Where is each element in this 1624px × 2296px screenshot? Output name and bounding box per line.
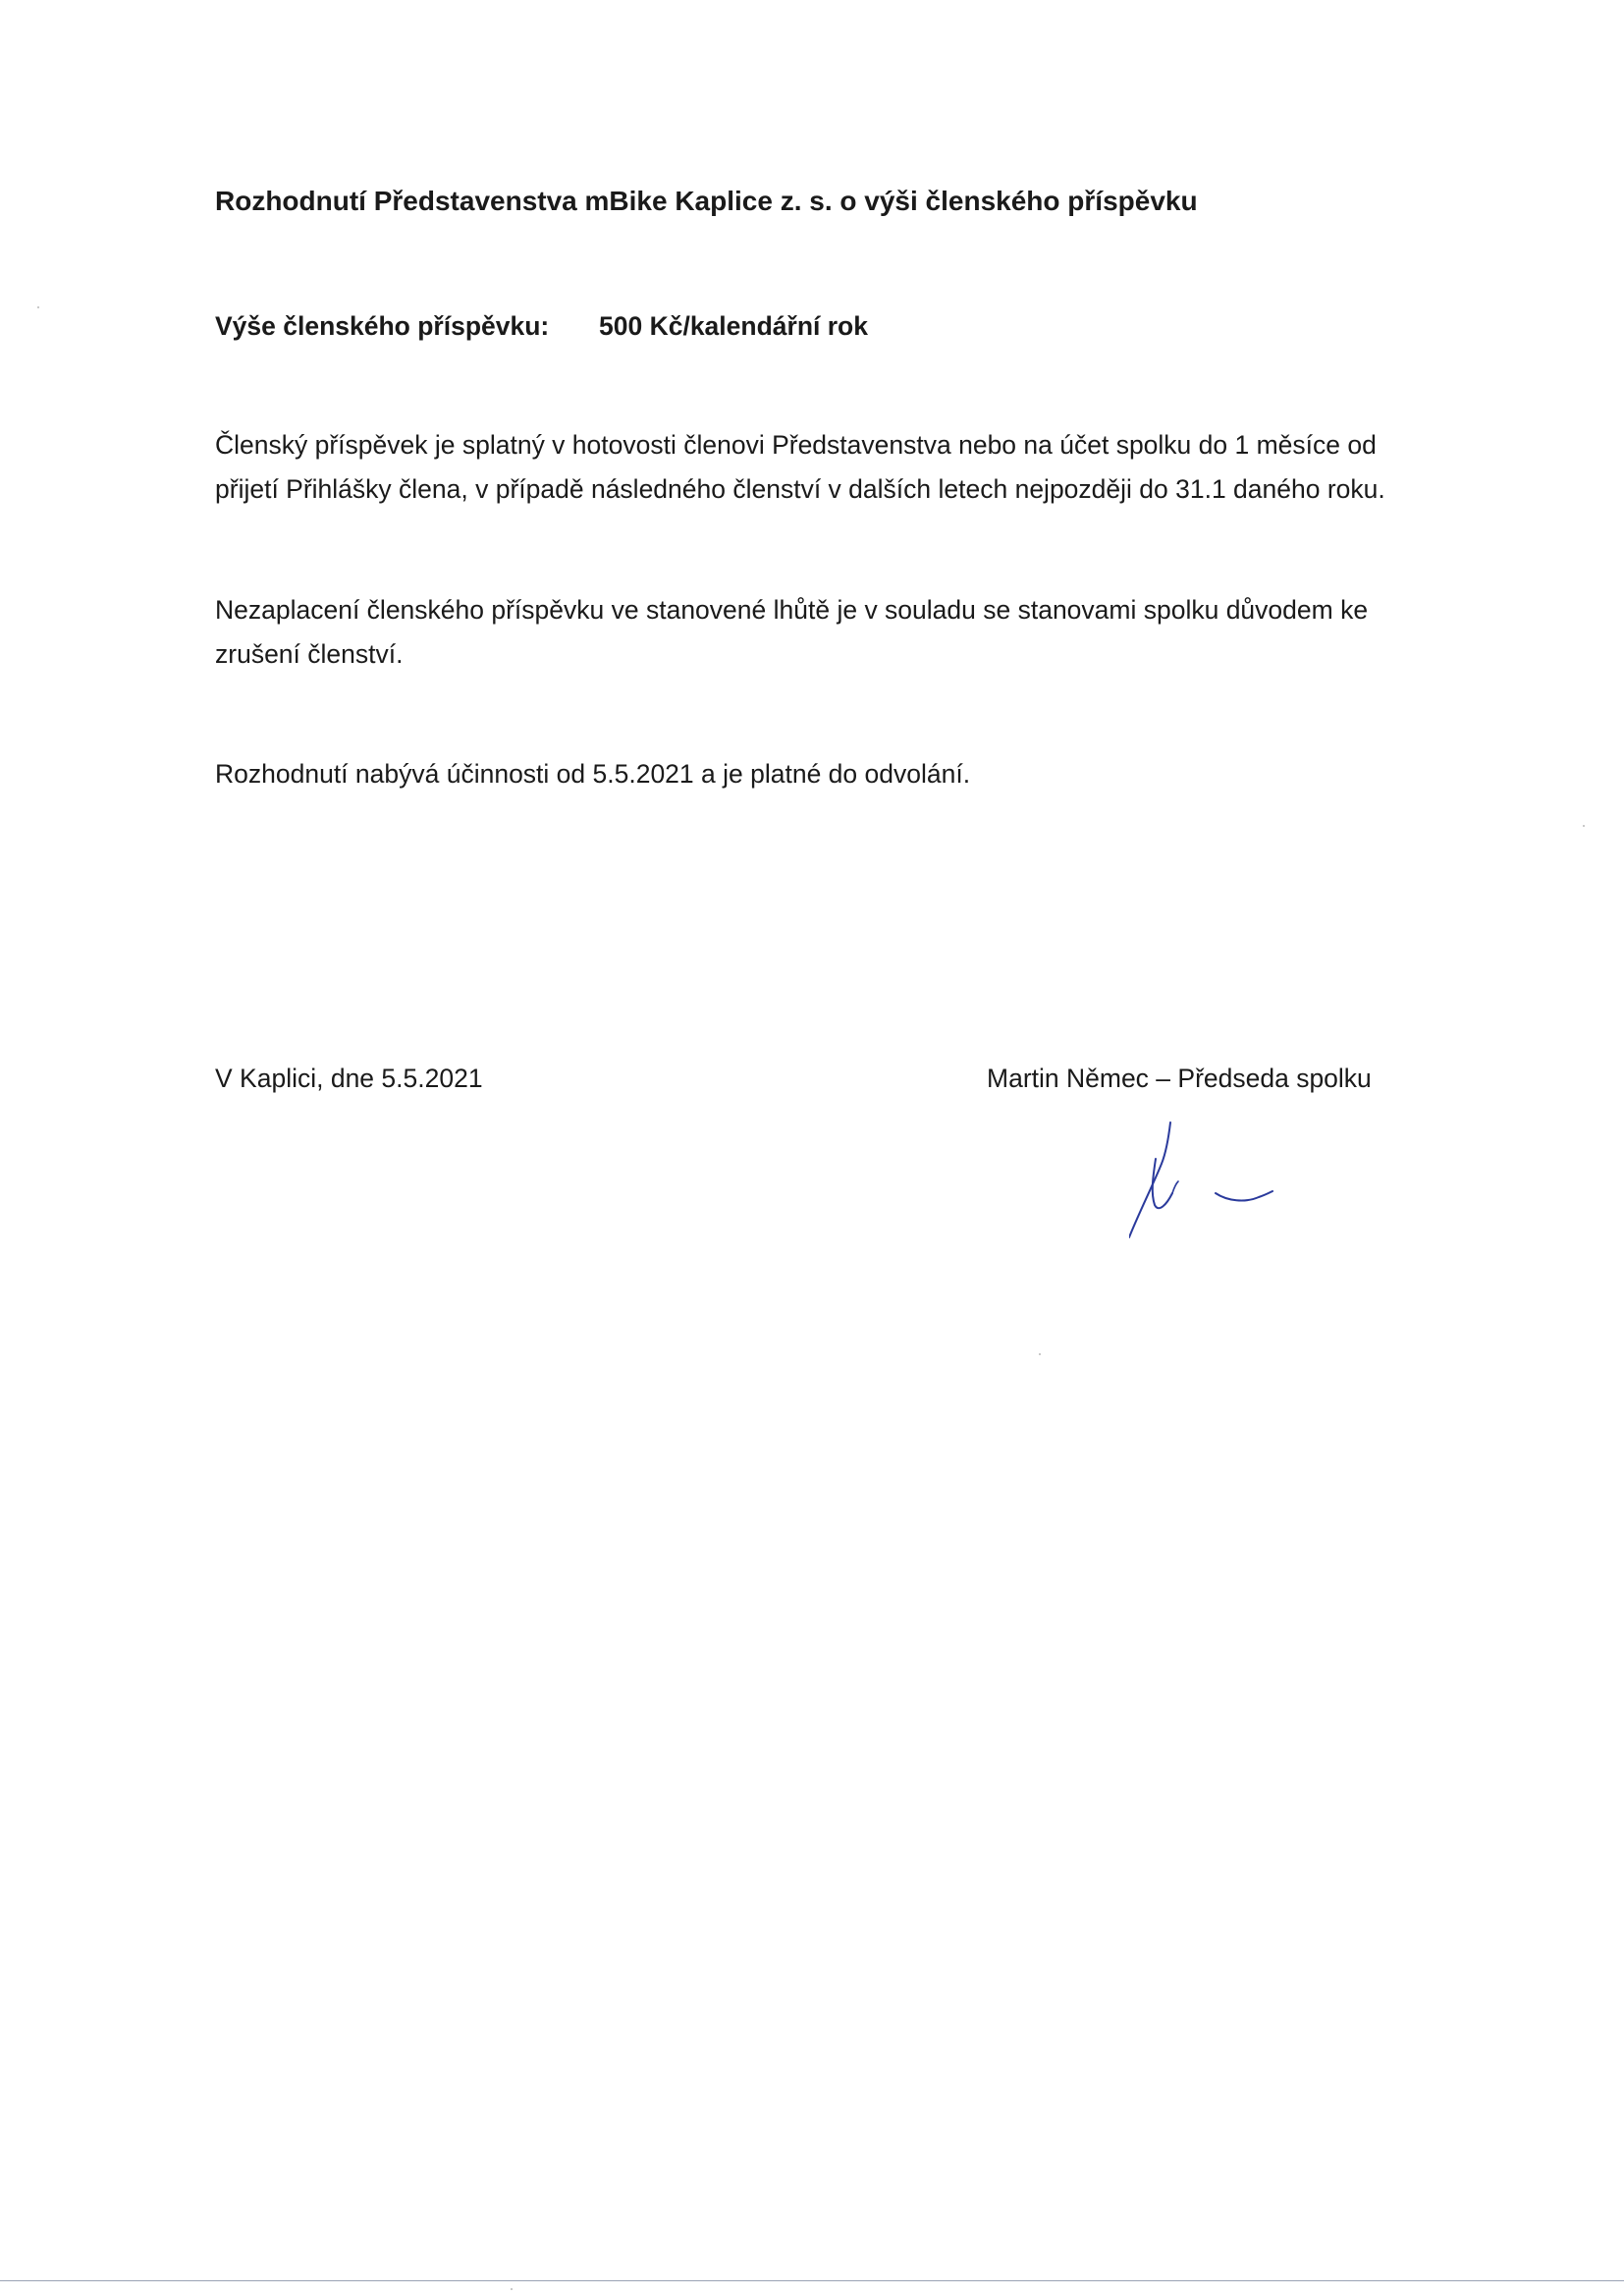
- paragraph-payment-line-2: přijetí Přihlášky člena, v případě následného členství v dalších letech nejpozději do 31.1 daného roku.: [215, 474, 1385, 504]
- scan-speck: [1583, 825, 1585, 827]
- signatory-name: Martin Němec – Předseda spolku: [987, 1064, 1372, 1093]
- fee-label: Výše členského příspěvku:: [215, 311, 550, 341]
- place-and-date: V Kaplici, dne 5.5.2021: [215, 1064, 483, 1093]
- scan-edge-line: [0, 2280, 1624, 2281]
- scan-speck: [511, 2288, 513, 2290]
- scan-speck: [1039, 1353, 1041, 1355]
- paragraph-payment-line-1: Členský příspěvek je splatný v hotovosti členovi Představenstva nebo na účet spolku do 1 měsíce od: [215, 430, 1377, 460]
- paragraph-nonpayment-line-1: Nezaplacení členského příspěvku ve stanovené lhůtě je v souladu se stanovami spolku důvodem ke: [215, 595, 1369, 625]
- handwritten-signature: [1129, 1115, 1326, 1252]
- paragraph-nonpayment-line-2: zrušení členství.: [215, 639, 404, 669]
- paragraph-effective-date: Rozhodnutí nabývá účinnosti od 5.5.2021 a je platné do odvolání.: [215, 759, 971, 789]
- scan-speck: [37, 306, 39, 308]
- document-title: Rozhodnutí Představenstva mBike Kaplice z. s. o výši členského příspěvku: [215, 186, 1198, 216]
- fee-value: 500 Kč/kalendářní rok: [599, 311, 868, 341]
